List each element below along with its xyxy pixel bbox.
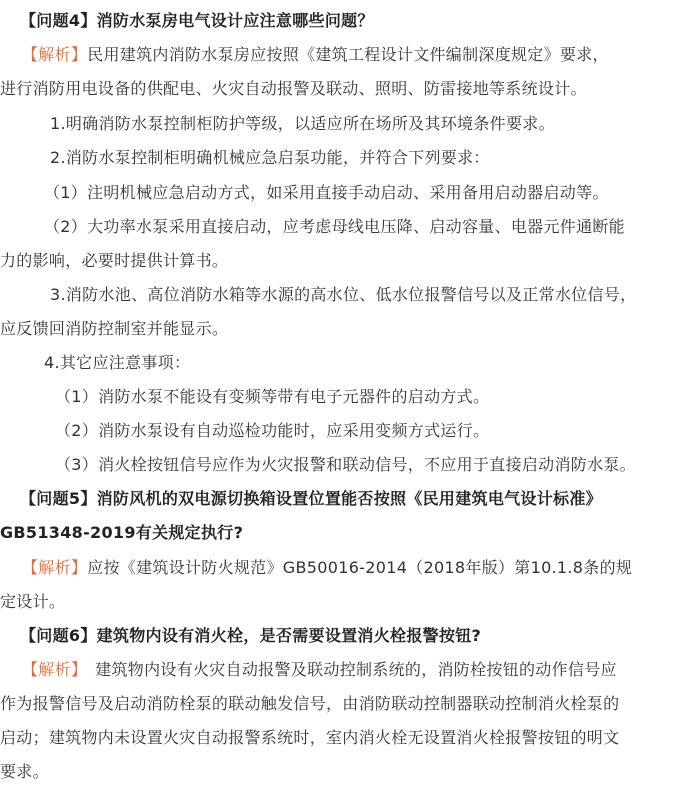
answer-text: 建筑物内设有火灾自动报警及联动控制系统的，消防栓按钮的动作信号应 xyxy=(95,660,617,679)
question-4-answer-line xyxy=(22,44,609,66)
question-5-heading-cont: GB51348-2019有关规定执行? xyxy=(0,523,244,542)
question-6-heading: 【问题6】建筑物内设有消火栓，是否需要设置消火栓报警按钮? xyxy=(20,626,482,645)
point-3-cont: 应反馈回消防控制室并能显示。 xyxy=(0,319,229,338)
point-2-sub-2: （2）大功率水泵采用直接启动，应考虑母线电压降、启动容量、电器元件通断能 xyxy=(44,217,625,236)
answer-text: 应按《建筑设计防火规范》GB50016-2014（2018年版）第10.1.8条的规 xyxy=(87,558,633,577)
question-4-heading: 【问题4】消防水泵房电气设计应注意哪些问题？ xyxy=(20,11,374,30)
answer-tag: 【解析】 xyxy=(22,45,88,64)
answer-text: 定设计。 xyxy=(0,592,66,611)
answer-text: 作为报警信号及启动消防栓泵的联动触发信号，由消防联动控制器联动控制消火栓泵的 xyxy=(0,694,620,713)
question-5-answer-line xyxy=(22,557,632,579)
answer-text: 要求。 xyxy=(0,762,49,781)
point-2: 2.消防水泵控制柜明确机械应急启泵功能，并符合下列要求： xyxy=(50,148,490,167)
point-4-sub-2: （2）消防水泵设有自动巡检功能时，应采用变频方式运行。 xyxy=(55,421,490,440)
point-1: 1.明确消防水泵控制柜防护等级，以适应所在场所及其环境条件要求。 xyxy=(50,114,555,133)
point-2-sub-2-cont: 力的影响，必要时提供计算书。 xyxy=(0,251,229,270)
point-3: 3.消防水池、高位消防水箱等水源的高水位、低水位报警信号以及正常水位信号， xyxy=(50,285,637,304)
answer-text: 进行消防用电设备的供配电、火灾自动报警及联动、照明、防雷接地等系统设计。 xyxy=(0,79,587,98)
answer-tag: 【解析】 xyxy=(22,660,88,679)
answer-text: 启动；建筑物内未设置火灾自动报警系统时，室内消火栓无设置消火栓报警按钮的明文 xyxy=(0,728,620,747)
point-4-sub-3: （3）消火栓按钮信号应作为火灾报警和联动信号，不应用于直接启动消防水泵。 xyxy=(55,455,636,474)
question-5-heading: 【问题5】消防风机的双电源切换箱设置位置能否按照《民用建筑电气设计标准》 xyxy=(20,489,602,508)
point-4-sub-1: （1）消防水泵不能设有变频等带有电子元器件的启动方式。 xyxy=(55,387,490,406)
point-4: 4.其它应注意事项： xyxy=(44,353,191,372)
point-2-sub-1: （1）注明机械应急启动方式，如采用直接手动启动、采用备用启动器启动等。 xyxy=(44,183,609,202)
answer-tag: 【解析】 xyxy=(22,558,88,577)
question-6-answer-line xyxy=(22,659,617,681)
answer-text: 民用建筑内消防水泵房应按照《建筑工程设计文件编制深度规定》要求， xyxy=(87,45,609,64)
